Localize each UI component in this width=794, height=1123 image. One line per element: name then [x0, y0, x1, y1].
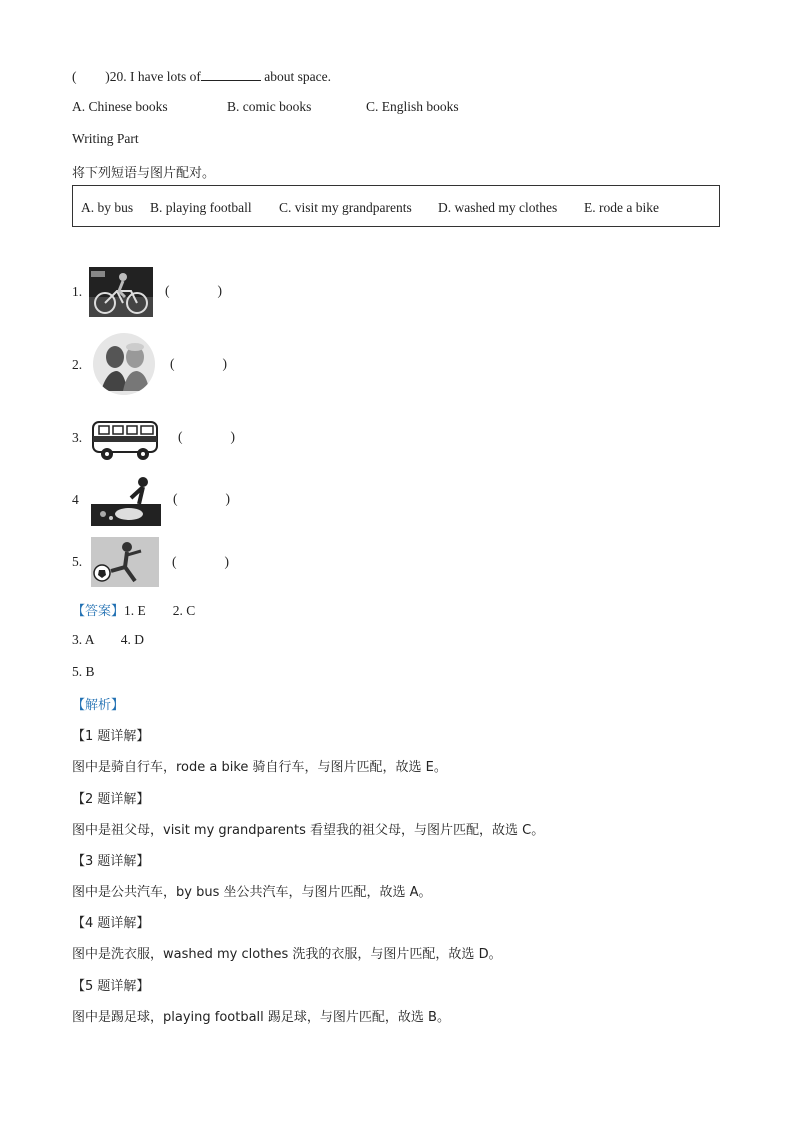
- item-3-answer-paren: ( ): [178, 429, 235, 444]
- answer-line-3: 5. B: [72, 664, 95, 679]
- q20-option-a: A. Chinese books: [72, 99, 168, 114]
- washing-clothes-icon: [91, 474, 161, 526]
- analysis-head-4: 【4 题详解】: [72, 916, 150, 931]
- item-1-number: 1.: [72, 284, 83, 299]
- grandparents-icon: [93, 333, 155, 395]
- q20-option-c: C. English books: [366, 99, 459, 114]
- item-4-answer-paren: ( ): [173, 491, 230, 506]
- analysis-text-4: 图中是洗衣服，washed my clothes 洗我的衣服，与图片匹配，故选 D。: [72, 947, 502, 962]
- analysis-label: 【解析】: [72, 698, 125, 713]
- writing-part-title: Writing Part: [72, 131, 139, 146]
- q20-option-b: B. comic books: [227, 99, 312, 114]
- phrase-option-c: C. visit my grandparents: [279, 200, 412, 215]
- q20-answer-blank: [201, 68, 261, 81]
- answer-text-1: 1. E 2. C: [124, 603, 196, 618]
- analysis-text-3: 图中是公共汽车，by bus 坐公共汽车，与图片匹配，故选 A。: [72, 885, 432, 900]
- analysis-head-5: 【5 题详解】: [72, 979, 150, 994]
- answer-line-1: [72, 600, 195, 619]
- phrase-option-b: B. playing football: [150, 200, 252, 215]
- analysis-text-5: 图中是踢足球，playing football 踢足球，与图片匹配，故选 B。: [72, 1010, 450, 1025]
- answer-line-2: 3. A 4. D: [72, 632, 145, 647]
- analysis-text-2: 图中是祖父母，visit my grandparents 看望我的祖父母，与图片匹配，故选 C。: [72, 823, 545, 838]
- phrase-option-a: A. by bus: [81, 200, 134, 215]
- phrase-option-d: D. washed my clothes: [438, 200, 558, 215]
- q20-open-paren: (: [72, 69, 77, 84]
- bike-rider-icon: [89, 267, 153, 317]
- item-3-number: 3.: [72, 430, 83, 445]
- writing-instruction: 将下列短语与图片配对。: [72, 166, 216, 181]
- item-4-number: 4: [72, 492, 79, 507]
- football-player-icon: [91, 537, 159, 587]
- bus-icon: [91, 416, 161, 462]
- q20-close-paren: ): [105, 69, 110, 84]
- item-5-answer-paren: ( ): [172, 554, 229, 569]
- question-20: [72, 68, 331, 85]
- item-5-number: 5.: [72, 554, 83, 569]
- item-2-answer-paren: ( ): [170, 356, 227, 371]
- item-2-number: 2.: [72, 357, 83, 372]
- analysis-text-1: 图中是骑自行车，rode a bike 骑自行车，与图片匹配，故选 E。: [72, 760, 447, 775]
- q20-stem-end: about space.: [264, 69, 331, 84]
- analysis-head-3: 【3 题详解】: [72, 854, 150, 869]
- q20-stem: 20. I have lots of: [109, 69, 201, 84]
- analysis-head-1: 【1 题详解】: [72, 729, 150, 744]
- answer-label: 【答案】: [72, 604, 125, 619]
- analysis-head-2: 【2 题详解】: [72, 792, 150, 807]
- item-1-answer-paren: ( ): [165, 283, 222, 298]
- phrase-options-box: [72, 185, 720, 227]
- phrase-option-e: E. rode a bike: [584, 200, 659, 215]
